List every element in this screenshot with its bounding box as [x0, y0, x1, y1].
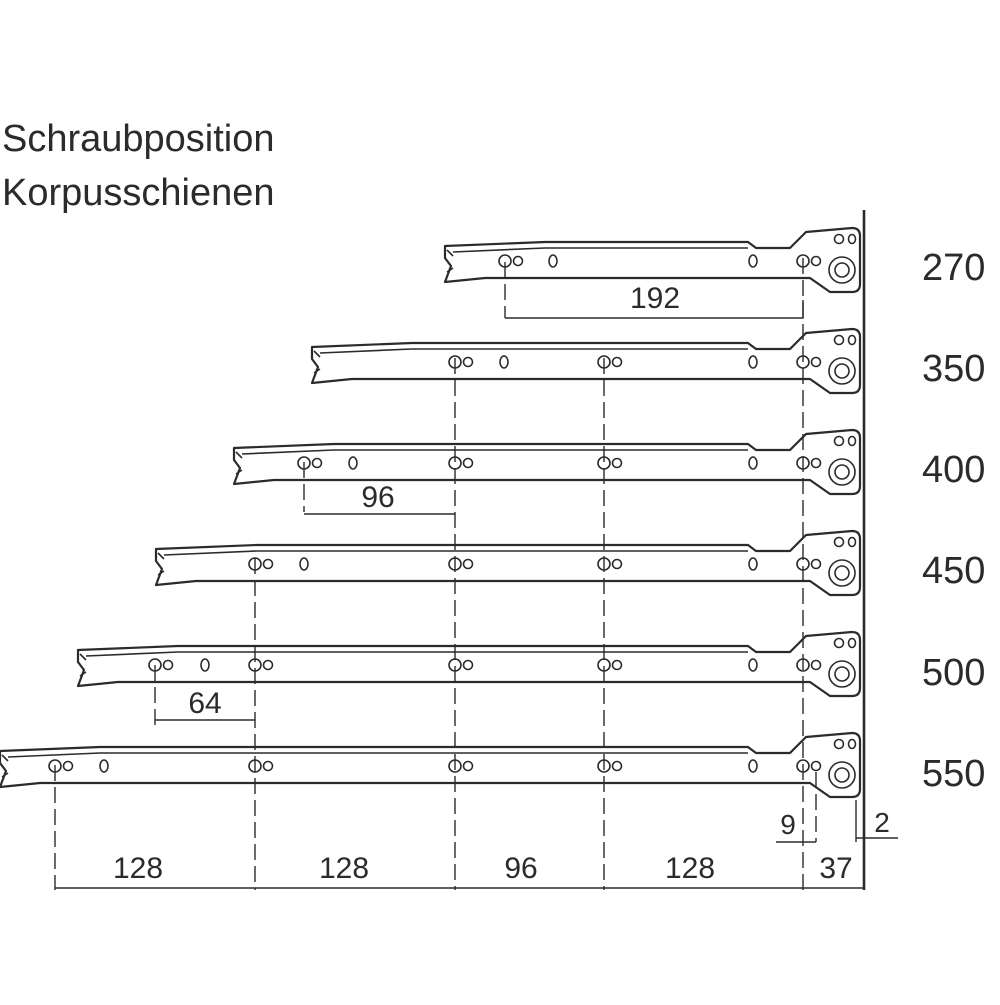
- plate-hole-top-a: [835, 336, 844, 345]
- oval-slot: [749, 558, 757, 570]
- rails-group: [0, 228, 860, 797]
- plate-hole-top-a: [835, 740, 844, 749]
- oval-slot: [100, 760, 108, 772]
- rail-label-400: 400: [922, 449, 986, 491]
- dim-label-64: 64: [188, 687, 222, 720]
- screw-hole-small: [464, 762, 473, 771]
- plate-hole-top-b: [849, 437, 856, 446]
- dim-label-192: 192: [629, 282, 681, 315]
- screw-hole-small: [264, 661, 273, 670]
- rail-label-350: 350: [922, 348, 986, 390]
- plate-hole-top-b: [849, 336, 856, 345]
- rail-3: [234, 430, 860, 494]
- dim-label-128-a: 128: [112, 852, 164, 885]
- screw-hole-small: [812, 459, 821, 468]
- screw-hole-small: [812, 560, 821, 569]
- dim-label-2: 2: [874, 807, 890, 838]
- rail-label-450: 450: [922, 550, 986, 592]
- rail-label-270: 270: [922, 247, 986, 289]
- plate-hole-top-b: [849, 740, 856, 749]
- screw-hole-small: [514, 257, 523, 266]
- plate-hole-inner: [835, 667, 849, 681]
- oval-slot: [500, 356, 508, 368]
- plate-hole-top-a: [835, 538, 844, 547]
- rail-labels: [922, 247, 985, 795]
- dim-label-9: 9: [780, 809, 796, 840]
- oval-slot: [749, 659, 757, 671]
- oval-slot: [749, 255, 757, 267]
- plate-hole-inner: [835, 263, 849, 277]
- screw-hole-small: [313, 459, 322, 468]
- screw-hole-small: [64, 762, 73, 771]
- plate-hole-inner: [835, 364, 849, 378]
- rail-2: [312, 329, 860, 393]
- dim-label-37: 37: [819, 852, 853, 885]
- plate-hole-top-b: [849, 235, 856, 244]
- screw-hole-small: [164, 661, 173, 670]
- screw-hole-small: [264, 762, 273, 771]
- oval-slot: [749, 760, 757, 772]
- plate-hole-top-a: [835, 639, 844, 648]
- screw-hole-small: [613, 661, 622, 670]
- dim-label-96-upper: 96: [361, 481, 395, 514]
- title-line-2: Korpusschienen: [2, 172, 275, 214]
- oval-slot: [201, 659, 209, 671]
- plate-hole-inner: [835, 768, 849, 782]
- oval-slot: [749, 356, 757, 368]
- plate-hole-top-a: [835, 437, 844, 446]
- oval-slot: [749, 457, 757, 469]
- oval-slot: [549, 255, 557, 267]
- dimension-lines: [55, 300, 898, 888]
- plate-hole-top-b: [849, 639, 856, 648]
- screw-hole-small: [464, 459, 473, 468]
- oval-slot: [349, 457, 357, 469]
- plate-hole-top-b: [849, 538, 856, 547]
- rail-label-500: 500: [922, 652, 986, 694]
- plate-hole-top-a: [835, 235, 844, 244]
- screw-hole-small: [613, 560, 622, 569]
- screw-hole-small: [812, 257, 821, 266]
- screw-hole-small: [812, 661, 821, 670]
- plate-hole-inner: [835, 566, 849, 580]
- screw-hole-small: [264, 560, 273, 569]
- screw-hole-small: [464, 358, 473, 367]
- screw-hole-small: [613, 762, 622, 771]
- screw-hole-small: [812, 762, 821, 771]
- oval-slot: [300, 558, 308, 570]
- rail-body-outline: [234, 430, 860, 494]
- dim-label-96-bottom: 96: [504, 852, 538, 885]
- screw-hole-small: [464, 560, 473, 569]
- screw-hole-small: [812, 358, 821, 367]
- dim-label-128-b: 128: [318, 852, 370, 885]
- plate-hole-inner: [835, 465, 849, 479]
- screw-hole-small: [613, 358, 622, 367]
- screw-hole-small: [464, 661, 473, 670]
- title-line-1: Schraubposition: [2, 118, 275, 160]
- rail-4: [156, 531, 860, 595]
- screw-hole-small: [613, 459, 622, 468]
- dim-label-128-c: 128: [664, 852, 716, 885]
- rail-6: [0, 733, 860, 797]
- rail-body-outline: [0, 733, 860, 797]
- rail-body-outline: [312, 329, 860, 393]
- rail-label-550: 550: [922, 753, 986, 795]
